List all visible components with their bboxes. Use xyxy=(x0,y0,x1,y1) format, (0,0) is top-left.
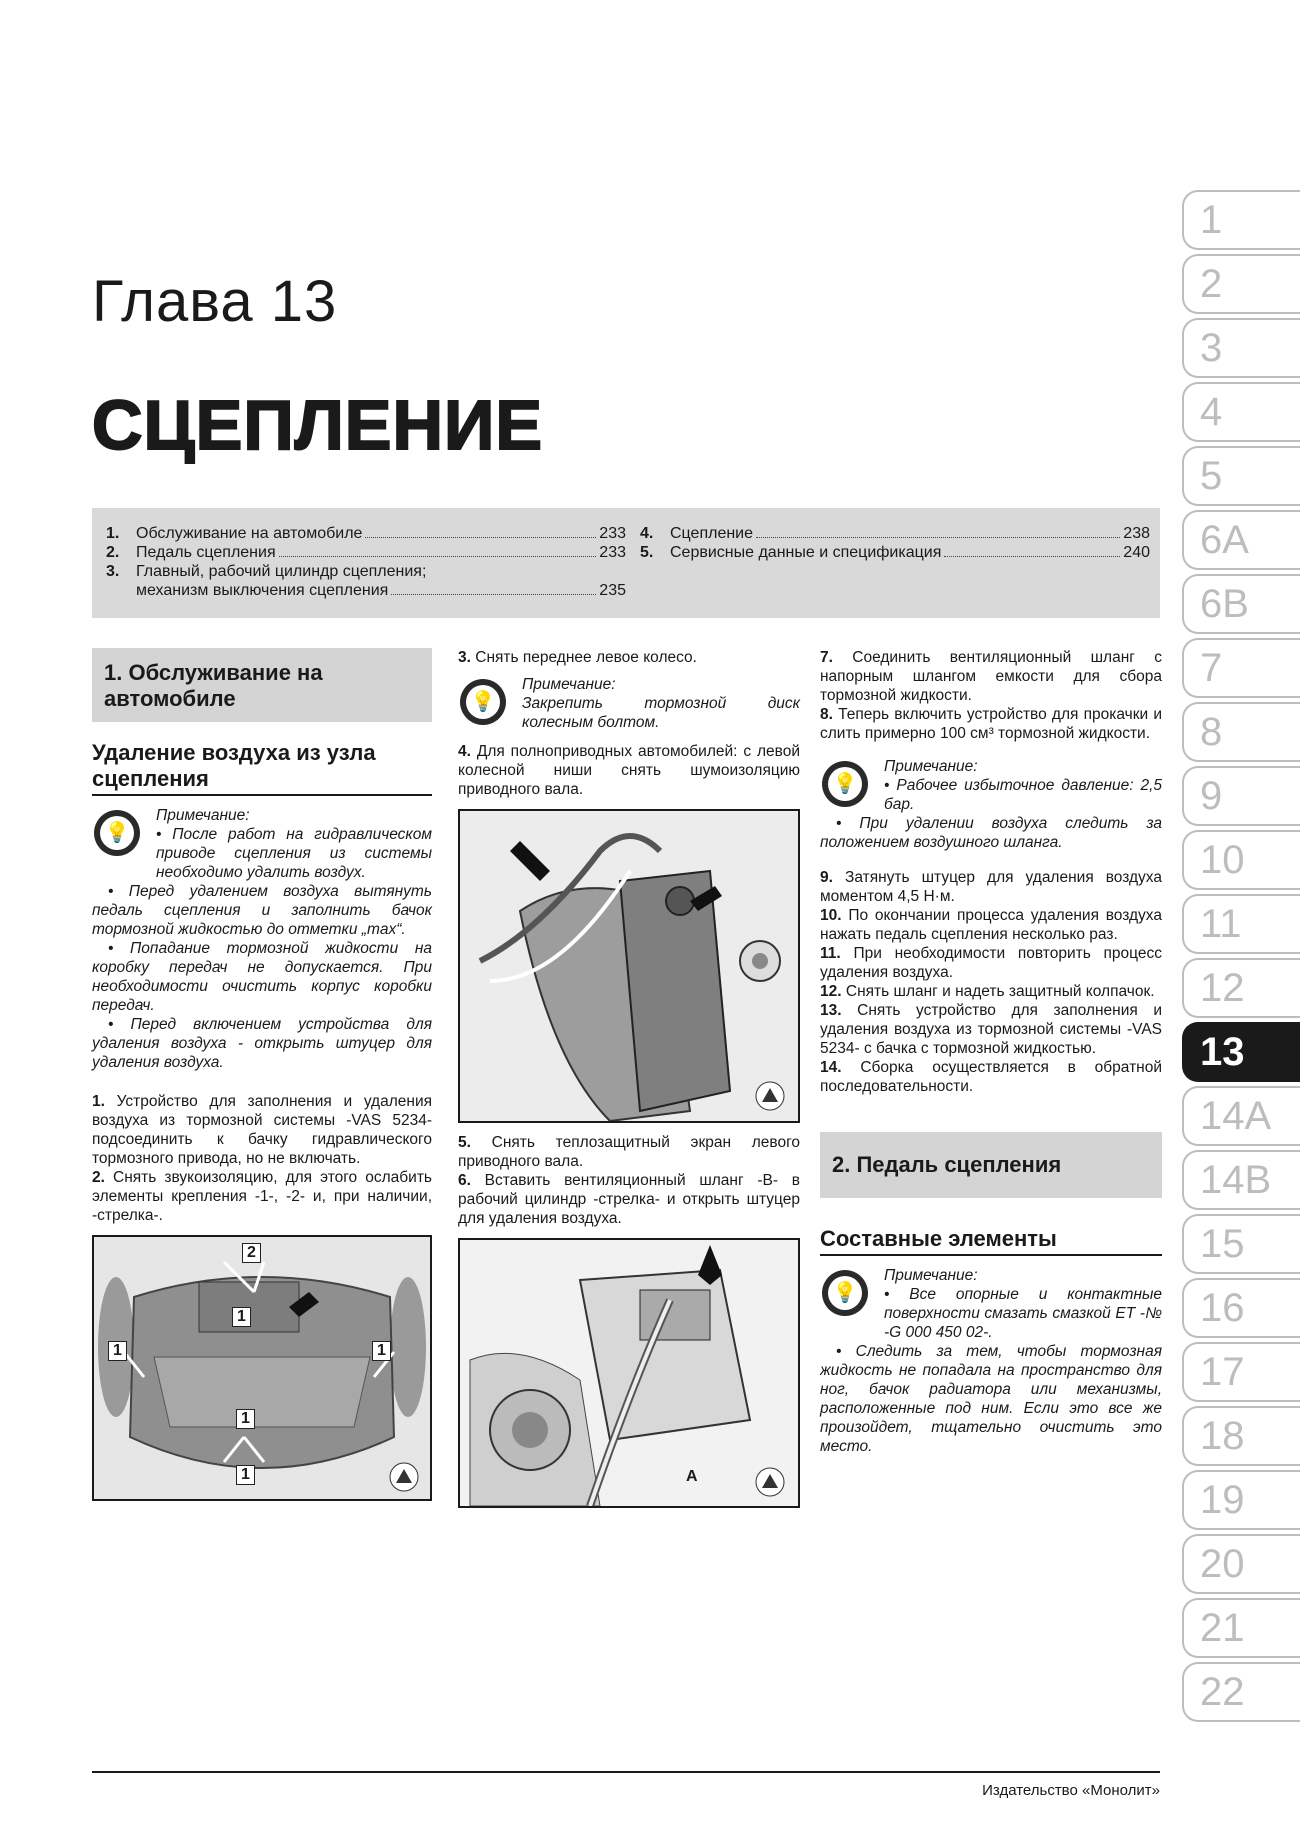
underbody-illustration xyxy=(94,1237,430,1499)
note-item: • При удалении воздуха следить за положением воздушного шланга. xyxy=(820,815,1162,851)
toc-title: Педаль сцепления xyxy=(136,544,276,561)
note-item: • Попадание тормозной жидкости на коробку передач не допускается. При необходимости очистить корпус коробки передач. xyxy=(92,940,432,1014)
note-title: Примечание: xyxy=(884,1267,978,1284)
figure-slave-cylinder xyxy=(458,1238,800,1508)
chapter-tab-15[interactable]: 15 xyxy=(1182,1214,1300,1274)
note-item: • Следить за тем, чтобы тормозная жидкость не попадала на пространство для ног, бачок радиатора или механизмы, расположенные под ним. Если это все же произойдет, тщательно очистить это место. xyxy=(820,1343,1162,1455)
step-4: 4. Для полноприводных автомобилей: с левой колесной ниши снять шумоизоляцию приводного вала. xyxy=(458,743,801,798)
note-block xyxy=(92,806,432,882)
lightbulb-icon: 💡 xyxy=(822,1270,868,1316)
chapter-tab-22[interactable]: 22 xyxy=(1182,1662,1300,1722)
step-5: 5. Снять теплозащитный экран левого приводного вала. xyxy=(458,1134,800,1170)
note-block xyxy=(458,675,800,732)
toc-page-number: 235 xyxy=(599,582,626,599)
note-block xyxy=(820,757,1162,814)
toc-number: 3. xyxy=(106,563,120,580)
section-2-heading: 2. Педаль сцепления xyxy=(820,1132,1162,1198)
subsection-2-heading: Составные элементы xyxy=(820,1226,1162,1256)
step-2: 2. Снять звукоизоляцию, для этого ослабить элементы крепления -1-, -2- и, при наличии, -стрелка-. xyxy=(92,1169,432,1224)
lightbulb-icon: 💡 xyxy=(94,810,140,856)
chapter-tab-21[interactable]: 21 xyxy=(1182,1598,1300,1658)
note-title: Примечание: xyxy=(522,676,616,693)
step-8: 8. Теперь включить устройство для прокачки и слить примерно 100 см³ тормозной жидкости. xyxy=(820,706,1162,742)
step-1: 1. Устройство для заполнения и удаления воздуха из тормозной системы -VAS 5234- подсоединить к бачку гидравлического тормозного привода, но не включать. xyxy=(92,1093,432,1167)
chapter-tab-5[interactable]: 5 xyxy=(1182,446,1300,506)
column-2 xyxy=(458,648,800,1508)
toc-entry[interactable] xyxy=(640,543,1150,562)
publisher-credit: Издательство «Монолит» xyxy=(982,1782,1160,1799)
wheel-arch-illustration xyxy=(460,811,798,1121)
chapter-tab-7[interactable]: 7 xyxy=(1182,638,1300,698)
toc-entry[interactable] xyxy=(640,524,1150,543)
chapter-tab-20[interactable]: 20 xyxy=(1182,1534,1300,1594)
step-6: 6. Вставить вентиляционный шланг -B- в рабочий цилиндр -стрелка- и открыть штуцер для удаления воздуха. xyxy=(458,1172,800,1227)
chapter-tab-10[interactable]: 10 xyxy=(1182,830,1300,890)
note-title: Примечание: xyxy=(156,807,250,824)
chapter-tab-16[interactable]: 16 xyxy=(1182,1278,1300,1338)
chapter-tab-18[interactable]: 18 xyxy=(1182,1406,1300,1466)
chapter-tab-6b[interactable]: 6B xyxy=(1182,574,1300,634)
note-item: • Перед удалением воздуха вытянуть педаль сцепления и заполнить бачок тормозной жидкостью до отметки „max“. xyxy=(92,883,432,938)
subsection-heading: Удаление воздуха из узла сцепления xyxy=(92,740,432,796)
chapter-tab-19[interactable]: 19 xyxy=(1182,1470,1300,1530)
note-title: Примечание: xyxy=(884,758,978,775)
step-12: 12. Снять шланг и надеть защитный колпачок. xyxy=(820,983,1155,1000)
step-13: 13. Снять устройство для заполнения и удаления воздуха из тормозной системы -VAS 5234- с бачка с тормозной жидкостью. xyxy=(820,1002,1162,1057)
toc-number: 5. xyxy=(640,544,654,561)
toc-leader xyxy=(279,556,597,557)
note-text: Закрепить тормозной диск колесным болтом. xyxy=(522,695,800,731)
figure-wheel-arch xyxy=(458,809,800,1123)
chapter-tab-1[interactable]: 1 xyxy=(1182,190,1300,250)
toc-entry[interactable] xyxy=(106,524,626,543)
toc-title: Главный, рабочий цилиндр сцепления; xyxy=(136,563,427,580)
toc-leader xyxy=(756,537,1120,538)
chapter-tab-13[interactable]: 13 xyxy=(1182,1022,1300,1082)
toc-page-number: 233 xyxy=(599,544,626,561)
chapter-tab-3[interactable]: 3 xyxy=(1182,318,1300,378)
toc-entry[interactable] xyxy=(106,543,626,562)
toc-left-column xyxy=(106,524,626,600)
lightbulb-icon: 💡 xyxy=(822,761,868,807)
toc-title: Сцепление xyxy=(670,525,754,542)
footer-divider xyxy=(92,1771,1160,1773)
toc-page-number: 238 xyxy=(1123,525,1150,542)
column-1 xyxy=(92,648,432,1501)
step-7: 7. Соединить вентиляционный шланг с напорным шлангом емкости для сбора тормозной жидкости. xyxy=(820,649,1162,704)
section-1-heading: 1. Обслуживание на автомобиле xyxy=(92,648,432,722)
toc-leader xyxy=(944,556,1120,557)
chapter-tab-9[interactable]: 9 xyxy=(1182,766,1300,826)
step-10: 10. По окончании процесса удаления воздуха нажать педаль сцепления несколько раз. xyxy=(820,907,1162,943)
figure-label-1: 1 xyxy=(232,1307,251,1327)
chapter-tab-12[interactable]: 12 xyxy=(1182,958,1300,1018)
toc-number: 4. xyxy=(640,525,654,542)
chapter-label: Глава 13 xyxy=(92,269,338,334)
chapter-tab-11[interactable]: 11 xyxy=(1182,894,1300,954)
column-3 xyxy=(820,648,1162,1456)
note-item: • Рабочее избыточное давление: 2,5 бар. xyxy=(884,777,1162,813)
toc-right-column xyxy=(640,524,1150,562)
step-9: 9. Затянуть штуцер для удаления воздуха моментом 4,5 Н·м. xyxy=(820,869,1162,905)
step-14: 14. Сборка осуществляется в обратной последовательности. xyxy=(820,1059,1163,1095)
toc-page-number: 233 xyxy=(599,525,626,542)
chapter-tab-2[interactable]: 2 xyxy=(1182,254,1300,314)
toc-title: Обслуживание на автомобиле xyxy=(136,525,363,542)
chapter-tab-6a[interactable]: 6A xyxy=(1182,510,1300,570)
chapter-tab-8[interactable]: 8 xyxy=(1182,702,1300,762)
toc-leader xyxy=(365,537,596,538)
slave-cylinder-illustration xyxy=(460,1240,798,1506)
lightbulb-icon: 💡 xyxy=(460,679,506,725)
chapter-tab-17[interactable]: 17 xyxy=(1182,1342,1300,1402)
note-item: • Все опорные и контактные поверхности смазать смазкой ET -№ -G 000 450 02-. xyxy=(884,1286,1162,1341)
figure-label-2: 2 xyxy=(242,1243,261,1263)
table-of-contents xyxy=(92,508,1160,618)
toc-page-number: 240 xyxy=(1123,544,1150,561)
toc-title: Сервисные данные и спецификация xyxy=(670,544,942,561)
figure-label-1: 1 xyxy=(372,1341,391,1361)
step-3: 3. Снять переднее левое колесо. xyxy=(458,649,697,666)
figure-label-a: A xyxy=(686,1468,698,1485)
note-item: • Перед включением устройства для удаления воздуха - открыть штуцер для удаления воздуха. xyxy=(92,1016,432,1071)
chapter-tab-4[interactable]: 4 xyxy=(1182,382,1300,442)
step-11: 11. При необходимости повторить процесс удаления воздуха. xyxy=(820,945,1162,981)
toc-title: механизм выключения сцепления xyxy=(136,582,389,599)
figure-label-1: 1 xyxy=(236,1409,255,1429)
figure-label-1: 1 xyxy=(108,1341,127,1361)
chapter-tab-14b[interactable]: 14B xyxy=(1182,1150,1300,1210)
chapter-tabs xyxy=(1182,190,1300,1726)
chapter-title: СЦЕПЛЕНИЕ xyxy=(92,386,544,464)
note-block xyxy=(820,1266,1162,1342)
note-item: • После работ на гидравлическом приводе сцепления из системы необходимо удалить воздух. xyxy=(156,826,432,881)
toc-entry[interactable] xyxy=(106,562,626,581)
chapter-tab-14a[interactable]: 14A xyxy=(1182,1086,1300,1146)
toc-number: 2. xyxy=(106,544,120,561)
figure-underbody xyxy=(92,1235,432,1501)
toc-entry[interactable] xyxy=(106,581,626,600)
figure-label-1: 1 xyxy=(236,1465,255,1485)
toc-leader xyxy=(391,594,596,595)
toc-number: 1. xyxy=(106,525,120,542)
